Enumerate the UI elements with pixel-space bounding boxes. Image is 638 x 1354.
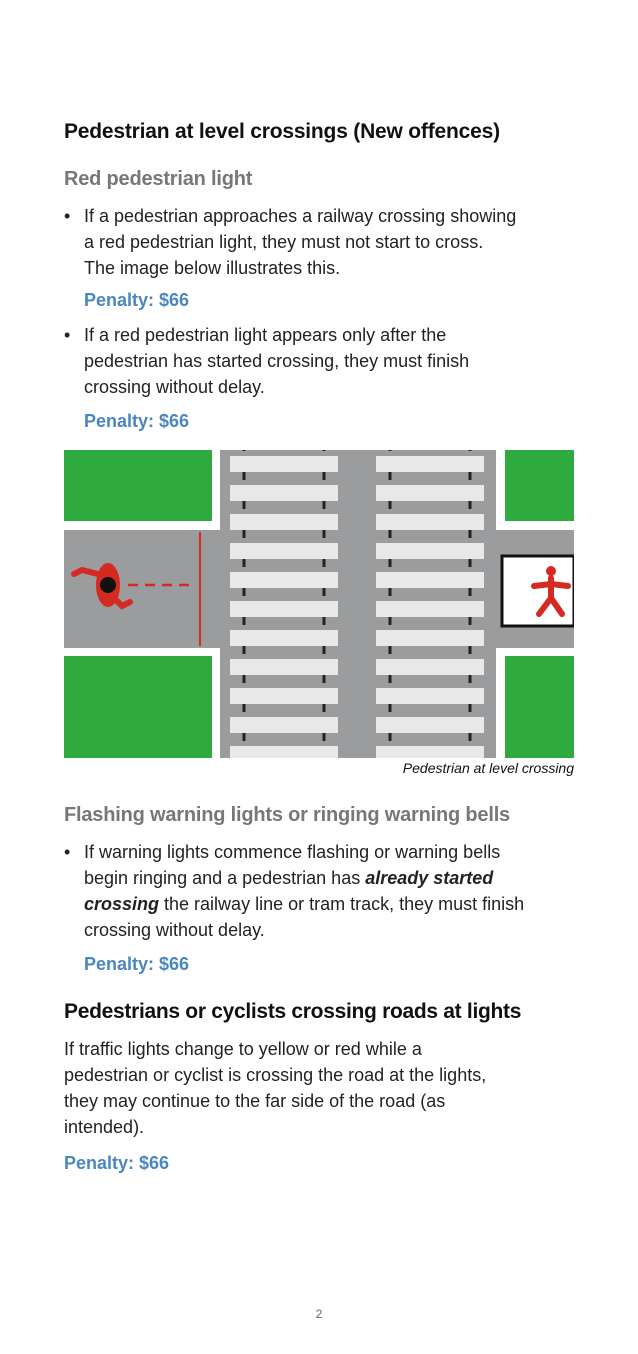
body-paragraph	[64, 1036, 574, 1140]
level-crossing-diagram	[64, 450, 574, 758]
emphasis-text: crossing	[84, 894, 160, 914]
section-heading-red-light: Red pedestrian light	[64, 168, 253, 190]
diagram-caption: Pedestrian at level crossing	[402, 760, 574, 776]
paragraph-line: If traffic lights change to yellow or red while a	[64, 1039, 422, 1059]
bullet-text: begin ringing and a pedestrian has	[84, 868, 366, 888]
bullet-dot: •	[64, 206, 71, 226]
penalty-label: Penalty: $66	[84, 411, 190, 431]
section-heading-warning-lights: Flashing warning lights or ringing warning bells	[64, 804, 510, 826]
bullet-line: The image below illustrates this.	[84, 258, 341, 278]
penalty-label: Penalty: $66	[84, 290, 190, 310]
bullet-line: If a red pedestrian light appears only after the	[84, 325, 447, 345]
page-title: Pedestrian at level crossings (New offences)	[64, 120, 500, 143]
red-pedestrian-light	[502, 556, 574, 626]
bullet-item	[64, 322, 584, 402]
bullet-dot: •	[64, 325, 71, 345]
bullet-text: the railway line or tram track, they must finish	[159, 894, 525, 914]
paragraph-line: they may continue to the far side of the road (as	[64, 1091, 446, 1111]
grass-area	[505, 656, 574, 758]
grass-area	[64, 656, 212, 758]
paragraph-line: pedestrian or cyclist is crossing the road at the lights,	[64, 1065, 487, 1085]
bullet-line: crossing without delay.	[84, 377, 265, 397]
bullet-line: pedestrian has started crossing, they must finish	[84, 351, 470, 371]
bullet-line: crossing without delay.	[84, 920, 265, 940]
emphasis-text: already started	[365, 868, 494, 888]
bullet-line: If a pedestrian approaches a railway crossing showing	[84, 206, 517, 226]
bullet-item	[64, 839, 584, 945]
penalty-label: Penalty: $66	[84, 954, 190, 974]
section-heading-crossing-roads: Pedestrians or cyclists crossing roads at lights	[64, 1000, 522, 1023]
bullet-line	[84, 891, 584, 917]
paragraph-line: intended).	[64, 1117, 145, 1137]
bullet-line	[84, 865, 584, 891]
page-number: 2	[315, 1307, 323, 1321]
bullet-line: If warning lights commence flashing or warning bells	[84, 842, 501, 862]
grass-area	[64, 450, 212, 521]
bullet-item	[64, 203, 584, 283]
bullet-line: a red pedestrian light, they must not start to cross.	[84, 232, 484, 252]
bullet-dot: •	[64, 842, 71, 862]
level-crossing-illustration	[64, 450, 574, 758]
penalty-label: Penalty: $66	[64, 1153, 170, 1173]
grass-area	[505, 450, 574, 521]
